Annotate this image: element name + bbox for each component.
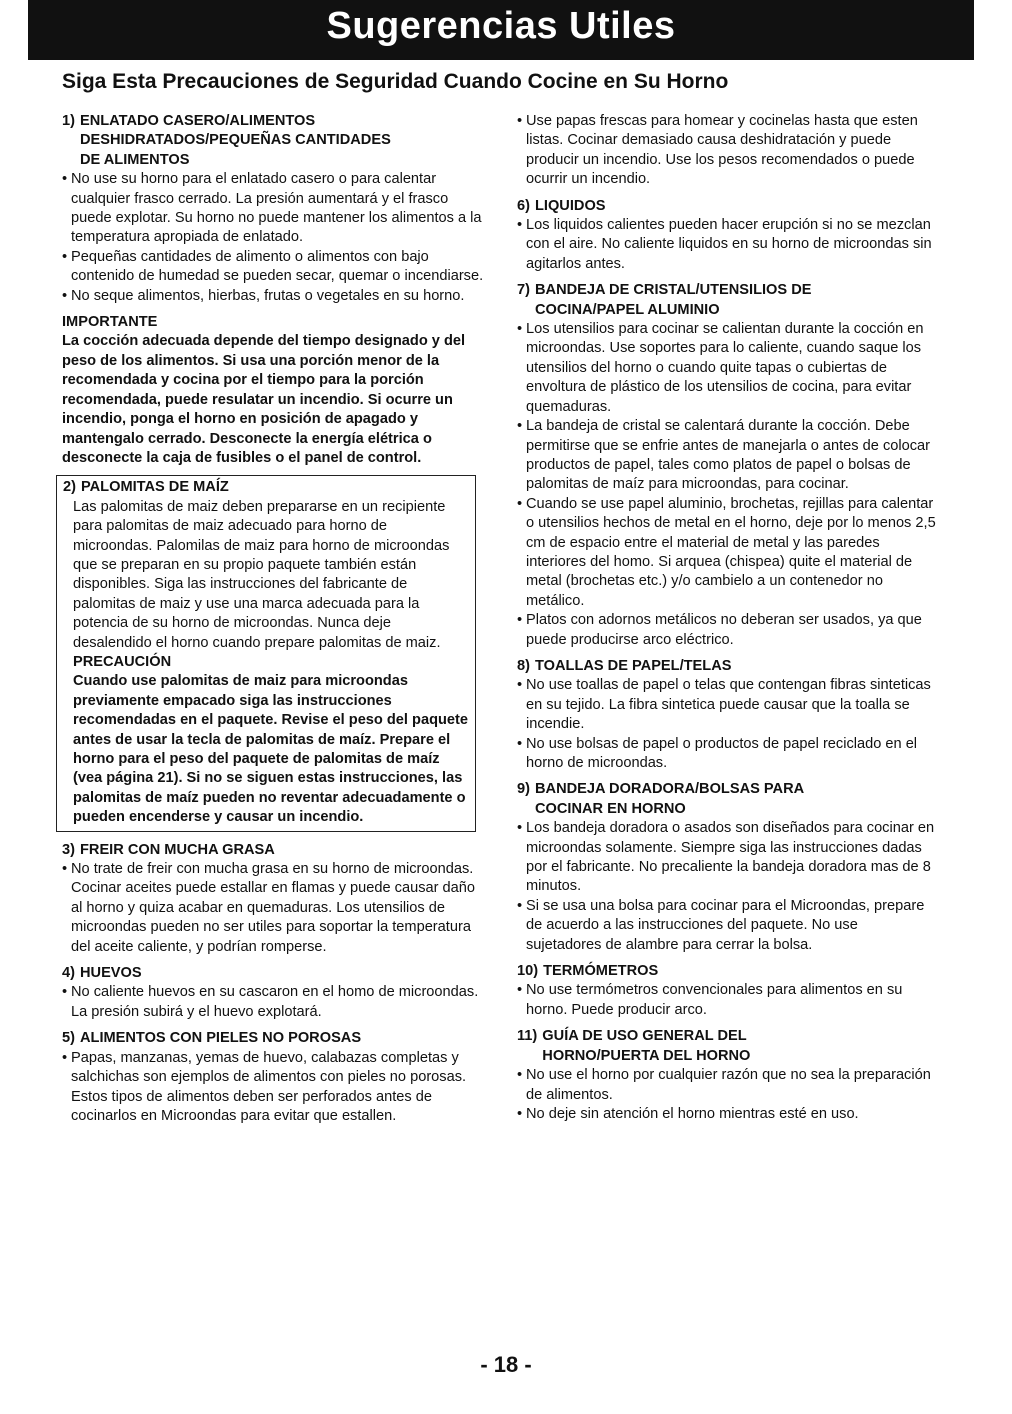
bullet-icon: • (62, 1049, 68, 1066)
bullet-item: • No caliente huevos en su cascaron en el homo de microondas. La presión subirá y el huevo explotará. (62, 983, 486, 1022)
section-title-text: PALOMITAS DE MAÍZ (80, 479, 229, 496)
bullet-item: • Platos con adornos metálicos no deberan ser usados, ya que puede producirse arco eléctrico. (517, 611, 937, 650)
bullet-item: • Papas, manzanas, yemas de huevo, calabazas completas y salchichas son ejemplos de alimentos con pieles no porosas. Estos tipos de alimentos deben ser perforados antes de cocinarlos en Microondas para evitar que estallen. (62, 1049, 486, 1127)
section-title-lines (535, 780, 937, 819)
title-banner (28, 0, 974, 60)
section-5-non-porous-skins (62, 1029, 486, 1126)
bullet-item: • Los utensilios para cocinar se calientan durante la cocción en microondas. Use soportes para lo caliente, cuando saque los utensilios del horno o cuando quite tapas o cubiertas de envoltura de plástico de los utensilios de cocina, para evitar quemaduras. (517, 320, 937, 417)
bullet-item: • Si se usa una bolsa para cocinar para el Microondas, prepare de acuerdo a las instrucciones del paquete. No use sujetadores de alambre para cerrar la bolsa. (517, 897, 937, 955)
section-7-glass-tray-utensils (517, 281, 937, 650)
section-title-line: COCINAR EN HORNO (534, 800, 686, 817)
bullet-icon: • (62, 248, 68, 265)
bullet-icon: • (517, 1067, 523, 1084)
section-title (517, 657, 937, 676)
section-title (62, 112, 486, 170)
section-title (62, 1029, 486, 1048)
bullet-item: • Cuando se use papel aluminio, brochetas, rejillas para calentar o utensilios hechos de metal en el horno, deje por lo menos 2,5 cm de espacio entre el material de metal y las paredes interiores del homo. Si arquea (chispea) quite el material de metal (brochetas etc.) y/o cambielo a un contenedor no metálico. (517, 495, 937, 611)
bullet-icon: • (62, 861, 68, 878)
section-title-line: DESHIDRATADOS/PEQUEÑAS CANTIDADES (79, 132, 391, 149)
bullet-item: • Los bandeja doradora o asados son diseñados para cocinar en microondas solamente. Siempre siga las instrucciones dadas por el fabricante. No precaliente la bandeja doradora mas de 8 minutos. (517, 819, 937, 897)
right-column (517, 112, 937, 1131)
caution-heading: PRECAUCIÓN (73, 653, 172, 670)
section-number: 10) (517, 963, 539, 980)
section-number: 9) (517, 781, 530, 798)
section-title-text: FREIR CON MUCHA GRASA (79, 841, 275, 858)
bullet-icon: • (517, 612, 523, 629)
section-title (517, 780, 937, 819)
section-title (62, 964, 486, 983)
section-6-liquids (517, 197, 937, 275)
section-title (517, 197, 937, 216)
section-title-line: COCINA/PAPEL ALUMINIO (534, 301, 720, 318)
section-10-thermometers (517, 962, 937, 1020)
bullet-item: • Use papas frescas para homear y cocinelas hasta que esten listas. Cocinar demasiado causa deshidratación y puede producir un incendio. Use los pesos recomendados o puede ocurrir un incendio. (517, 112, 937, 190)
important-heading: IMPORTANTE (62, 314, 158, 331)
bullet-item: • No use el horno por cualquier razón que no sea la preparación de alimentos. (517, 1066, 937, 1105)
section-title (517, 1027, 937, 1066)
bullet-icon: • (517, 321, 523, 338)
section-9-browning-tray (517, 780, 937, 955)
bullet-icon: • (62, 287, 68, 304)
section-title (62, 841, 486, 860)
section-title-text: LIQUIDOS (534, 197, 606, 214)
section-number: 4) (62, 965, 75, 982)
page-number: - 18 - (480, 1352, 532, 1377)
section-title (517, 962, 937, 981)
section-11-general-use (517, 1027, 937, 1124)
bullet-icon: • (62, 984, 68, 1001)
bullet-item: • La bandeja de cristal se calentará durante la cocción. Debe permitirse que se enfrie antes de manejarla o antes de colocar productos de papel, tales como platos de papel o bolsas de palomitas de maíz para microondas, para cocinar. (517, 417, 937, 495)
section-title-lines (535, 281, 937, 320)
section-title-text: HUEVOS (79, 965, 142, 982)
section-number: 2) (63, 479, 76, 496)
important-notice: La cocción adecuada depende del tiempo designado y del peso de los alimentos. Si usa una porción menor de la recomendada y cocina por el tiempo para la porción recomendada, puede resulatar un incendio. Si ocurre un incendio, ponga el horno en posición de apagado y mantengalo cerrado. Desconecte la energía elétrica o desconecte la caja de fusibles o el panel de control. (62, 333, 466, 466)
section-title-text: ALIMENTOS CON PIELES NO POROSAS (79, 1030, 362, 1047)
bullet-icon: • (517, 820, 523, 837)
section-title-line: DE ALIMENTOS (79, 151, 190, 168)
section-number: 11) (517, 1028, 538, 1045)
section-3-deep-frying (62, 841, 486, 957)
bullet-icon: • (517, 113, 523, 129)
bullet-item: • No use su horno para el enlatado casero o para calentar cualquier frasco cerrado. La presión aumentará y el frasco puede explotar. Su horno no puede mantener los alimentos a la temperatura apropiada de enlatado. (62, 170, 486, 248)
section-title-line: HORNO/PUERTA DEL HORNO (542, 1047, 751, 1064)
section-1-home-canning (62, 112, 486, 468)
bullet-icon: • (517, 897, 523, 914)
section-4-eggs (62, 964, 486, 1022)
bullet-item: • No deje sin atención el horno mientras esté en uso. (517, 1105, 937, 1124)
section-8-paper-towels (517, 657, 937, 773)
section-title (517, 281, 937, 320)
section-number: 7) (517, 282, 530, 299)
section-title-text: TOALLAS DE PAPEL/TELAS (534, 657, 732, 674)
left-column (62, 112, 486, 1133)
bullet-icon: • (517, 217, 523, 234)
bullet-item: • Los liquidos calientes pueden hacer erupción si no se mezclan con el aire. No caliente liquidos en su horno de microondas sin agitarlos antes. (517, 216, 937, 274)
bullet-item: • No use termómetros convencionales para alimentos en su horno. Puede producir arco. (517, 981, 937, 1020)
section-number: 3) (62, 841, 75, 858)
section-title-line: BANDEJA DORADORA/BOLSAS PARA (534, 781, 805, 798)
page-title: Sugerencias Utiles (326, 5, 676, 47)
bullet-item: • No trate de freir con mucha grasa en su horno de microondas. Cocinar aceites puede estallar en flamas y puede causar daño al horno y quiza acabar en quemaduras. Los utensilios de microondas pueden no ser utiles para soportar la temperatura del aceite caliente, y podrían romperse. (62, 860, 486, 957)
bullet-icon: • (517, 677, 523, 694)
bullet-icon: • (517, 735, 523, 752)
section-title-lines (542, 1027, 937, 1066)
section-title-line: GUÍA DE USO GENERAL DEL (542, 1028, 747, 1045)
section-title-text: TERMÓMETROS (543, 963, 659, 980)
bullet-item: • Pequeñas cantidades de alimento o alimentos con bajo contenido de humedad se pueden secar, quemar o incendiarse. (62, 248, 486, 287)
section-number: 6) (517, 197, 530, 214)
caution-text: Cuando use palomitas de maiz para microondas previamente empacado siga las instrucciones recomendadas en el paquete. Revise el peso del paquete antes de usar la tecla de palomitas de maíz. Prepare el horno para el peso del paquete de palomitas de maíz (vea página 21). Si no se siguen estas instrucciones, las palomitas de maíz pueden no reventar adecuadamente o pueden encenderse y causar un incendio. (73, 673, 468, 826)
section-title-line: BANDEJA DE CRISTAL/UTENSILIOS DE (534, 282, 812, 299)
bullet-icon: • (517, 982, 523, 999)
bullet-icon: • (62, 171, 68, 188)
section-title (63, 478, 469, 497)
section-2-popcorn-box (56, 475, 476, 831)
section-title-line: ENLATADO CASERO/ALIMENTOS (79, 113, 316, 129)
section-5-continued (517, 112, 937, 190)
bullet-icon: • (517, 1105, 523, 1122)
bullet-item: • No seque alimentos, hierbas, frutas o vegetales en su horno. (62, 287, 486, 306)
section-number: 1) (62, 113, 75, 129)
bullet-item: • No use toallas de papel o telas que contengan fibras sinteticas en su tejido. La fibra sintetica puede causar que la toalla se incendie. (517, 676, 937, 734)
popcorn-text: Las palomitas de maiz deben prepararse en un recipiente para palomitas de maiz adecuado para horno de microondas. Palomilas de maiz para horno de microondas que se preparan en su propio paquete también están disponibles. Siga las instrucciones del fabricante de palomitas de maiz y use una marca adecuada para la potencia de su horno de microondas. Nunca deje desalendido el horno cuando prepare palomitas de maiz. (73, 498, 450, 651)
section-title-lines (80, 112, 486, 170)
bullet-item: • No use bolsas de papel o productos de papel reciclado en el horno de microondas. (517, 735, 937, 774)
bullet-icon: • (517, 495, 523, 512)
section-number: 5) (62, 1030, 75, 1047)
bullet-icon: • (517, 418, 523, 435)
section-number: 8) (517, 657, 530, 674)
page-subtitle: Siga Esta Precauciones de Seguridad Cuando Cocine en Su Horno (62, 70, 729, 93)
